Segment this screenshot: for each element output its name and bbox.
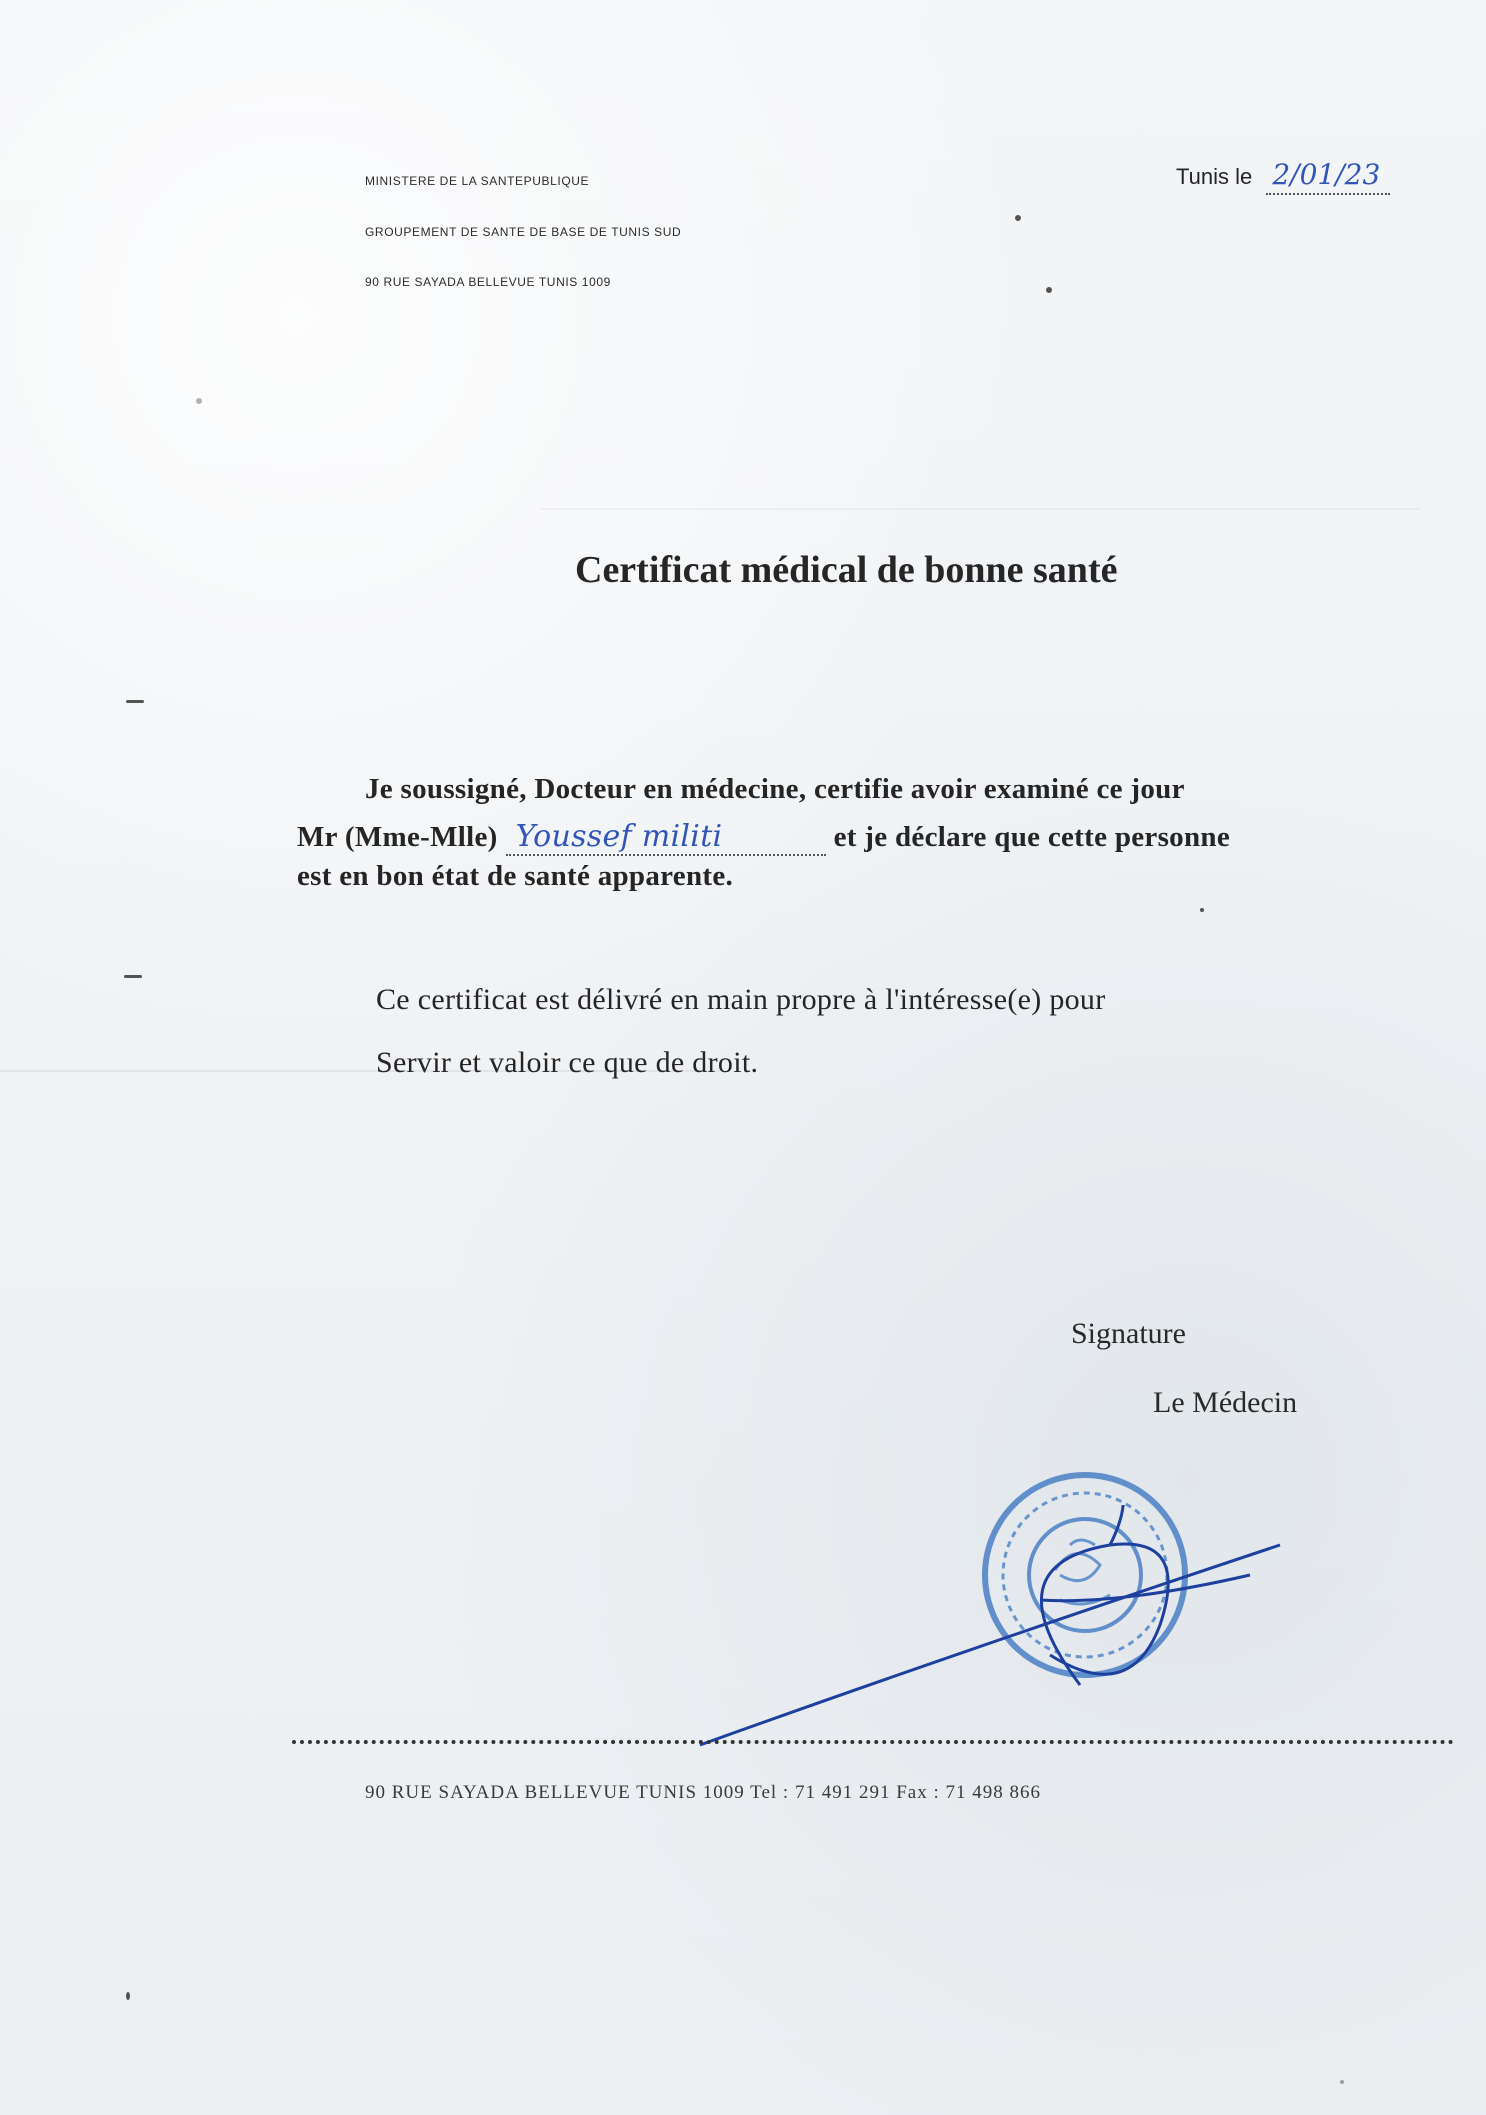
- scan-speck: [1015, 215, 1021, 221]
- scan-speck: [1200, 908, 1204, 912]
- signature-stroke-icon: [690, 1505, 1290, 1755]
- doctor-label: Le Médecin: [1153, 1386, 1298, 1419]
- body-line-3: est en bon état de santé apparente.: [297, 860, 734, 892]
- handwritten-patient-name: Youssef militi: [506, 819, 826, 856]
- footer-address: 90 RUE SAYADA BELLEVUE TUNIS 1009 Tel : 71 491 291 Fax : 71 498 866: [365, 1782, 1041, 1803]
- title-prefix: Mr (Mme-Mlle): [297, 821, 498, 853]
- scan-speck: [1340, 2080, 1344, 2084]
- certificate-title: Certificat médical de bonne santé: [575, 549, 1118, 591]
- scan-speck: [124, 975, 142, 978]
- health-group-name: GROUPEMENT DE SANTE DE BASE DE TUNIS SUD: [365, 225, 682, 239]
- date-label: Tunis le: [1176, 164, 1253, 189]
- handwritten-signature: [690, 1505, 1290, 1755]
- signature-label: Signature: [1071, 1317, 1186, 1350]
- handwritten-date: 2/01/23: [1266, 158, 1390, 195]
- header-address: 90 RUE SAYADA BELLEVUE TUNIS 1009: [365, 275, 611, 289]
- footer-divider: [292, 1740, 1454, 1744]
- scan-speck: [196, 398, 202, 404]
- scan-speck: [1046, 287, 1052, 293]
- body-line-4: Ce certificat est délivré en main propre à l'intéresse(e) pour: [376, 983, 1106, 1016]
- scan-speck: [126, 700, 144, 703]
- body-line-1: Je soussigné, Docteur en médecine, certifie avoir examiné ce jour: [365, 773, 1185, 805]
- declaration-text: et je déclare que cette personne: [833, 821, 1231, 853]
- scan-artifact: [540, 508, 1420, 510]
- date-field: [1176, 158, 1390, 195]
- body-line-5: Servir et valoir ce que de droit.: [376, 1046, 759, 1079]
- scan-speck: [126, 1992, 130, 2000]
- ministry-name: MINISTERE DE LA SANTEPUBLIQUE: [365, 174, 590, 188]
- body-line-2: [297, 819, 1230, 856]
